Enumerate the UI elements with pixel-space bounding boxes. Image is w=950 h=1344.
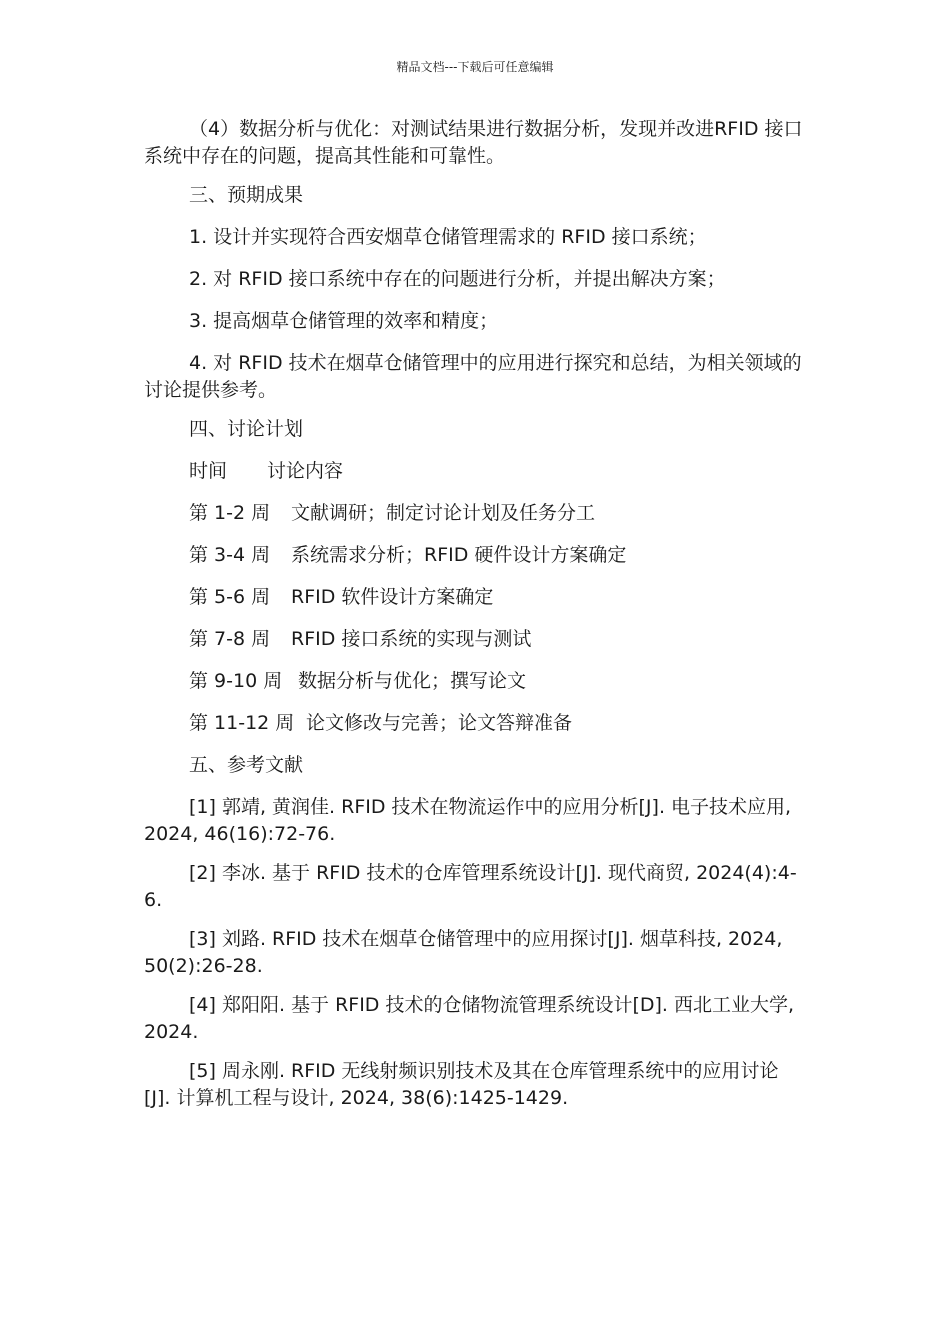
schedule-content: 文献调研；制定讨论计划及任务分工 [291,502,596,524]
schedule-row [144,584,804,611]
schedule-time: 第 5-6 周 [189,586,271,608]
section-heading-expected-results: 三、预期成果 [189,184,304,206]
schedule-content-header: 讨论内容 [267,460,344,482]
document-body [144,116,804,1124]
schedule-time: 第 1-2 周 [189,502,271,524]
schedule-row [144,710,804,737]
schedule-content: RFID 软件设计方案确定 [291,586,494,608]
schedule-content: 数据分析与优化；撰写论文 [298,670,527,692]
expected-result-item: 1. 设计并实现符合西安烟草仓储管理需求的 RFID 接口系统； [189,226,707,248]
schedule-header-row [144,458,804,485]
schedule-content: 论文修改与完善；论文答辩准备 [306,712,573,734]
schedule-time: 第 7-8 周 [189,628,271,650]
schedule-row [144,626,804,653]
page-header: 精品文档---下载后可任意编辑 [396,60,554,74]
schedule-time: 第 11-12 周 [189,712,295,734]
schedule-row [144,668,804,695]
schedule-time-header: 时间 [189,460,228,482]
schedule-row [144,500,804,527]
schedule-content: RFID 接口系统的实现与测试 [291,628,532,650]
expected-result-item: 2. 对 RFID 接口系统中存在的问题进行分析，并提出解决方案； [189,268,726,290]
reference-item: [4] 郑阳阳. 基于 RFID 技术的仓储物流管理系统设计[D]. 西北工业大学, 2024. [144,994,795,1043]
section-heading-references: 五、参考文献 [189,754,304,776]
reference-item: [2] 李冰. 基于 RFID 技术的仓库管理系统设计[J]. 现代商贸, 2024(4):4-6. [144,862,797,911]
expected-result-item: 3. 提高烟草仓储管理的效率和精度； [189,310,499,332]
expected-result-item: 4. 对 RFID 技术在烟草仓储管理中的应用进行探究和总结，为相关领域的讨论提供参考。 [144,352,802,401]
reference-item: [1] 郭靖, 黄润佳. RFID 技术在物流运作中的应用分析[J]. 电子技术应用, 2024, 46(16):72-76. [144,796,792,845]
intro-paragraph: （4）数据分析与优化：对测试结果进行数据分析，发现并改进RFID 接口系统中存在的问题，提高其性能和可靠性。 [144,118,803,167]
schedule-time: 第 9-10 周 [189,670,283,692]
schedule-time: 第 3-4 周 [189,544,271,566]
reference-item: [5] 周永刚. RFID 无线射频识别技术及其在仓库管理系统中的应用讨论[J]. 计算机工程与设计, 2024, 38(6):1425-1429. [144,1060,779,1109]
schedule-content: 系统需求分析；RFID 硬件设计方案确定 [291,544,627,566]
schedule-row [144,542,804,569]
reference-item: [3] 刘路. RFID 技术在烟草仓储管理中的应用探讨[J]. 烟草科技, 2024, 50(2):26-28. [144,928,783,977]
section-heading-research-plan: 四、讨论计划 [189,418,304,440]
